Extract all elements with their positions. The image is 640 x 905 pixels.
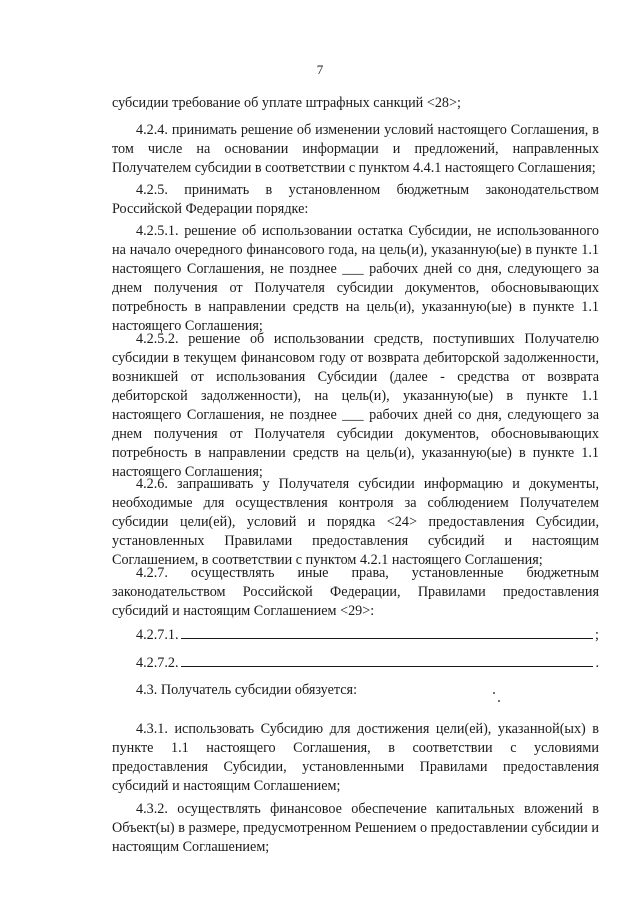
scan-speck <box>498 700 500 702</box>
paragraph-4-2-5: 4.2.5. принимать в установленном бюджетным законодательством Российской Федерации порядке: <box>112 182 599 217</box>
blank-underline <box>181 624 593 639</box>
paragraph-4-2-7: 4.2.7. осуществлять иные права, установленные бюджетным законодательством Российской Федерации, Правилами предоставления субсидий и настоящим Соглашением <29>: <box>112 565 599 619</box>
fill-line-number: 4.2.7.2. <box>136 655 179 671</box>
paragraph-4-2-5-2: 4.2.5.2. решение об использовании средств, поступивших Получателю субсидии в текущем финансовом году от возврата дебиторской задолженности, возникшей от использования Субсидии (далее - средства от возврата дебиторской задолженности), на цель(и), указанную(ые) в пункте 1.1 настоящего Соглашения, не позднее ___ рабочих дней со дня, следующего за днем получения от Получателя субсидии документов, обосновывающих потребность в направлении средств на цель(и), указанную(ые) в пункте 1.1 настоящего Соглашения; <box>112 331 599 480</box>
paragraph-4-3: 4.3. Получатель субсидии обязуется: <box>136 682 358 698</box>
scan-speck <box>493 692 495 694</box>
fill-line-end: . <box>595 655 599 671</box>
paragraph-4-3-2: 4.3.2. осуществлять финансовое обеспечение капитальных вложений в Объект(ы) в размере, предусмотренном Решением о предоставлении субсидии и настоящим Соглашением; <box>112 801 599 855</box>
paragraph-4-3-1: 4.3.1. использовать Субсидию для достижения цели(ей), указанной(ых) в пункте 1.1 настоящего Соглашения, в соответствии с условиями предоставления Субсидии, установленными Правилами предоставления субсидий и настоящим Соглашением; <box>112 721 599 794</box>
paragraph-subsidy-penalty-tail: субсидии требование об уплате штрафных санкций <28>; <box>112 95 461 111</box>
fill-line-number: 4.2.7.1. <box>136 627 179 643</box>
paragraph-4-2-4: 4.2.4. принимать решение об изменении условий настоящего Соглашения, в том числе на основании информации и предложений, направленных Получателем субсидии в соответствии с пунктом 4.4.1 настоящего Соглашения; <box>112 122 599 176</box>
fill-line-4-2-7-1 <box>112 624 599 643</box>
blank-underline <box>181 652 594 667</box>
paragraph-4-2-5-1: 4.2.5.1. решение об использовании остатка Субсидии, не использованного на начало очередного финансового года, на цель(и), указанную(ые) в пункте 1.1 настоящего Соглашения, не позднее ___ рабочих дней со дня, следующего за днем получения от Получателя субсидии документов, обосновывающих потребность в направлении средств на цель(и), указанную(ые) в пункте 1.1 настоящего Соглашения; <box>112 223 599 334</box>
page-number: 7 <box>316 62 324 77</box>
fill-line-end: ; <box>595 627 599 643</box>
paragraph-4-2-6: 4.2.6. запрашивать у Получателя субсидии информацию и документы, необходимые для осуществления контроля за соблюдением Получателем субсидии цели(ей), условий и порядка <24> предоставления Субсидии, установленных Правилами предоставления субсидий и настоящим Соглашением, в соответствии с пунктом 4.2.1 настоящего Соглашения; <box>112 476 599 568</box>
fill-line-4-2-7-2 <box>112 652 599 671</box>
